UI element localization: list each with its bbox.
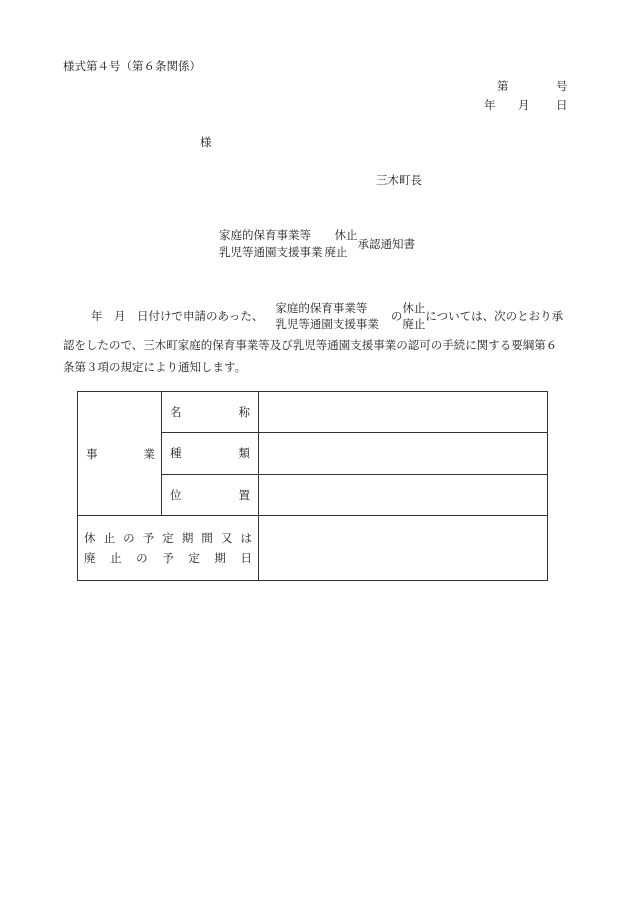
field-type-value[interactable]: [259, 433, 548, 474]
schedule-char: 期: [181, 531, 194, 545]
body-line-2: 認をしたので、三木町家庭的保育事業等及び乳児等通園支援事業の認可の手続に関する要綱第６: [63, 338, 558, 352]
schedule-line-2: [84, 548, 252, 568]
field-label-char: 置: [238, 487, 250, 502]
schedule-char: 休: [84, 531, 96, 545]
issuer: 三木町長: [376, 173, 422, 187]
table-row: [78, 516, 548, 581]
date-day: 日: [556, 98, 568, 112]
body-status-line2: 廃止: [402, 317, 426, 331]
body-project-line2: 乳児等通園支援事業: [275, 317, 379, 331]
schedule-label-cell: [78, 516, 259, 581]
body-date-part: 年 月 日付けで申請のあった、: [91, 309, 264, 323]
title-suffix: 承認通知書: [357, 237, 415, 251]
body-project-stack: [275, 300, 379, 332]
form-number: 様式第４号（第６条関係）: [63, 59, 201, 73]
schedule-char: は: [240, 531, 252, 545]
field-label-char: 類: [238, 446, 250, 461]
field-label-char: 名: [170, 405, 182, 420]
body-particle: の: [390, 309, 403, 323]
date-year: 年: [484, 98, 496, 112]
body-status-line1: 休止: [402, 301, 426, 315]
body-project-line1: 家庭的保育事業等: [275, 301, 368, 315]
title-status-line1: 休止: [334, 228, 358, 242]
info-table: [77, 391, 548, 581]
body-rest-line1: については、次のとおり承: [425, 309, 564, 323]
title-project-line1: 家庭的保育事業等: [219, 228, 311, 242]
addressee-suffix: 様: [200, 135, 212, 149]
title-project-line2: 乳児等通園支援事業: [219, 245, 323, 259]
schedule-char: 間: [201, 531, 213, 545]
title-status-stack: [325, 227, 358, 261]
field-location-value[interactable]: [259, 474, 548, 515]
business-label-char: 事: [86, 446, 98, 461]
business-label-char: 業: [143, 446, 155, 461]
schedule-char: 又: [220, 531, 233, 545]
business-label-cell: [78, 392, 162, 516]
doc-number-suffix: 号: [556, 79, 568, 93]
document-title: [219, 227, 415, 261]
schedule-char: 期: [214, 551, 226, 565]
body-line-1: [63, 300, 563, 332]
schedule-char: の: [136, 551, 148, 565]
field-type-label: [162, 433, 259, 474]
schedule-line-1: [84, 528, 252, 548]
schedule-char: 定: [188, 551, 200, 565]
field-label-char: 称: [238, 405, 250, 420]
field-label-char: 位: [170, 487, 182, 502]
schedule-char: 定: [162, 531, 174, 545]
schedule-char: 予: [162, 551, 174, 565]
schedule-char: 予: [142, 531, 155, 545]
body-status-stack: [402, 300, 425, 332]
title-project-stack: [219, 227, 323, 261]
doc-number-prefix: 第: [497, 79, 509, 93]
schedule-char: 止: [110, 551, 122, 565]
schedule-char: の: [123, 531, 135, 545]
field-name-value[interactable]: [259, 392, 548, 433]
schedule-char: 日: [240, 551, 252, 565]
body-line-3: 条第３項の規定により通知します。: [63, 360, 247, 374]
table-row: [78, 392, 548, 433]
schedule-char: 廃: [84, 551, 96, 565]
field-label-char: 種: [170, 446, 182, 461]
field-name-label: [162, 392, 259, 433]
schedule-value[interactable]: [259, 516, 548, 581]
date-month: 月: [518, 98, 530, 112]
title-status-line2: 廃止: [324, 245, 348, 259]
schedule-char: 止: [103, 531, 116, 545]
field-location-label: [162, 474, 259, 515]
